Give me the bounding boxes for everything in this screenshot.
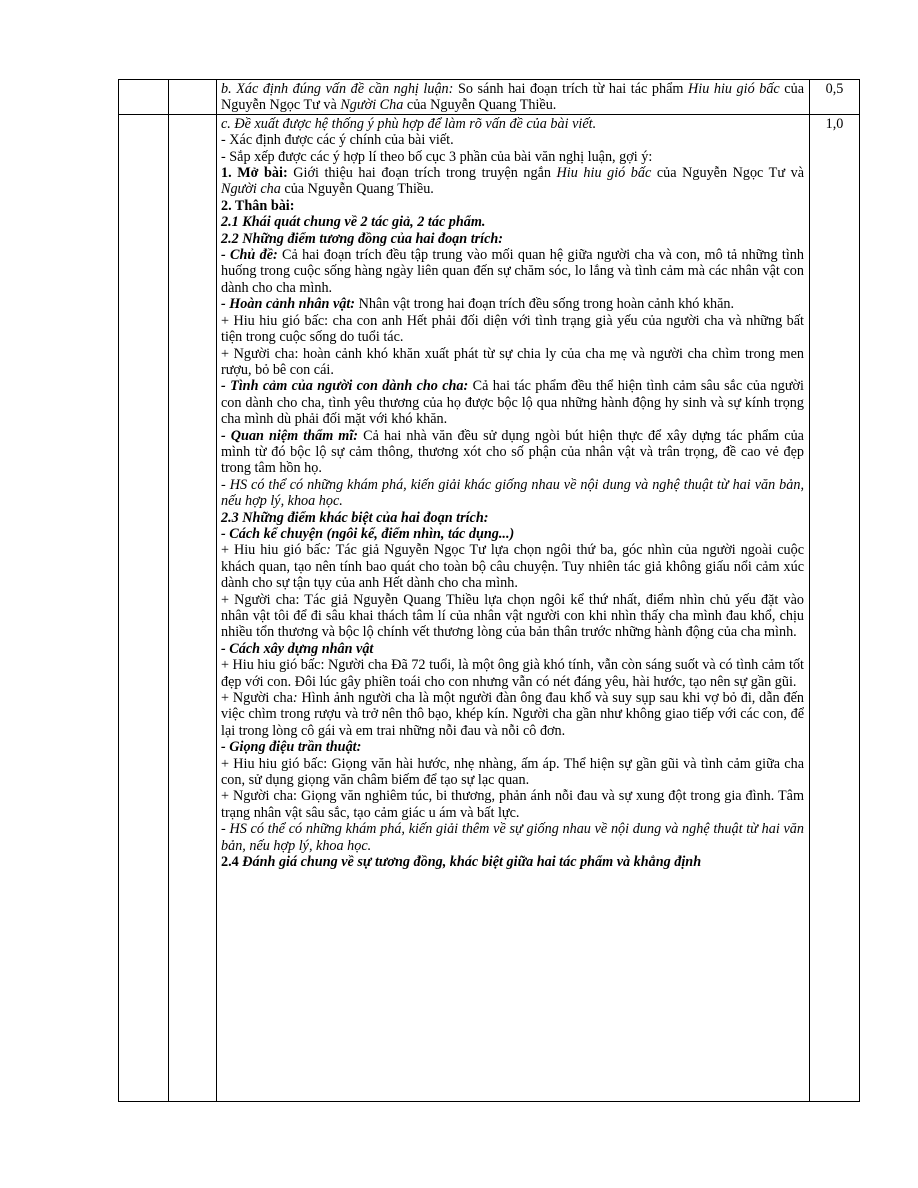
sub-point: + Người cha: Hình ảnh người cha là một người đàn ông đau khổ và suy sụp sau khi vợ bỏ đi, dẫn đến việc chìm trong rượu và trở nên thô bạo, khép kín. Người cha gần như không giao tiếp với các con, để lại trong lòng cô gái và em trai những nỗi đau và nỗi cô đơn.	[221, 690, 805, 739]
sub-point: + Hiu hiu gió bấc: Tác giả Nguyễn Ngọc Tư lựa chọn ngôi thứ ba, góc nhìn của người ngoài cuộc khách quan, tạo nên tính bao quát cho toàn bộ câu chuyện. Tuy nhiên tác giả không giấu nổi cảm xúc dành cho sự tận tụy của anh Hết dành cho cha mình.	[221, 542, 804, 592]
than-bai-heading: 2. Thân bài:	[221, 197, 295, 214]
paragraph-tinh-cam: - Tình cảm của người con dành cho cha: Cả hai tác phẩm đều thể hiện tình cảm sâu sắc của người con dành cho cha, tình yêu thương của họ được bộc lộ qua những hành động hy sinh và sự kính trọng cha mình dù phải đối mặt với khó khăn.	[221, 378, 804, 428]
section-heading-2-1: 2.1 Khái quát chung về 2 tác giả, 2 tác phẩm.	[221, 214, 486, 231]
score-cell: 1,0	[810, 114, 860, 1101]
section-heading-2-3: 2.3 Những điểm khác biệt của hai đoạn trích:	[221, 509, 489, 526]
section-cell	[119, 114, 169, 1101]
sub-heading-giong-dieu: - Giọng điệu trần thuật:	[221, 739, 362, 756]
item-cell	[169, 114, 217, 1101]
score-cell: 0,5	[810, 80, 860, 115]
hs-note: - HS có thể có những khám phá, kiến giải khác giống nhau về nội dung và nghệ thuật từ hai văn bản, nếu hợp lý, khoa học.	[221, 476, 804, 510]
section-heading-2-2: 2.2 Những điểm tương đồng của hai đoạn trích:	[221, 230, 504, 247]
criterion-b: b. Xác định đúng vấn đề cần nghị luận: So sánh hai đoạn trích từ hai tác phẩm Hiu hiu gió bấc của Nguyễn Ngọc Tư và Người Cha của Nguyễn Quang Thiều.	[221, 81, 804, 114]
item-cell	[169, 80, 217, 115]
mo-bai: 1. Mở bài: Giới thiệu hai đoạn trích trong truyện ngắn Hiu hiu gió bấc của Nguyễn Ngọc Tư và Người cha của Nguyễn Quang Thiều.	[221, 165, 804, 198]
sub-point: + Hiu hiu gió bấc: Giọng văn hài hước, nhẹ nhàng, ấm áp. Thể hiện sự gần gũi và tình cảm giữa cha con, sử dụng giọng văn châm biếm để tạo sự lạc quan.	[221, 755, 804, 789]
sub-point: + Người cha: Giọng văn nghiêm túc, bi thương, phản ánh nỗi đau và sự xung đột trong gia đình. Tâm trạng nhân vật sâu sắc, tạo cảm giác u ám và bất lực.	[221, 788, 804, 821]
sub-point: + Hiu hiu gió bấc: cha con anh Hết phải đối diện với tình trạng già yếu của người cha và những bất tiện trong cuộc sống do tuổi tác.	[221, 312, 804, 346]
sub-point: + Hiu hiu gió bấc: Người cha Đã 72 tuổi, là một ông già khó tính, vẫn còn sáng suốt và có tình cảm tốt đẹp với con. Đôi lúc gây phiền toái cho con nhưng vẫn có nét đáng yêu, hài hước, tạo nên sự gần gũi.	[221, 657, 804, 690]
hs-note: - HS có thể có những khám phá, kiến giải thêm về sự giống nhau về nội dung và nghệ thuật từ hai văn bản, nếu hợp lý, khoa học.	[221, 821, 804, 854]
bullet-item: - Xác định được các ý chính của bài viết.	[221, 132, 454, 149]
rubric-table	[118, 79, 860, 1102]
sub-point: + Người cha: Tác giả Nguyễn Quang Thiều lựa chọn ngôi kể thứ nhất, điểm nhìn chủ yếu đặt vào nhân vật tôi để đi sâu khai thách tâm lí của nhân vật người con khi nhìn thấy cha mình đau khổ, chịu nhiều tổn thương và bộc lộ chính vết thương lòng của bản thân trước những hành động của cha mình.	[221, 591, 804, 641]
criteria-cell	[217, 80, 810, 115]
paragraph-chu-de: - Chủ đề: Cả hai đoạn trích đều tập trung vào mối quan hệ giữa người cha và con, mô tả những tình huống trong cuộc sống hàng ngày liên quan đến sự chăm sóc, lo lắng và tình cảm mà các nhân vật con dành cho cha mình.	[221, 247, 804, 296]
section-cell	[119, 80, 169, 115]
table-row	[119, 80, 860, 115]
criterion-c: c. Đề xuất được hệ thống ý phù hợp để làm rõ vấn đề của bài viết.	[221, 115, 597, 132]
sub-heading-cach-ke: - Cách kể chuyện (ngôi kể, điểm nhìn, tác dụng...)	[221, 525, 515, 542]
paragraph-hoan-canh: - Hoàn cảnh nhân vật: Nhân vật trong hai đoạn trích đều sống trong hoàn cảnh khó khăn.	[221, 296, 735, 313]
bullet-item: - Sắp xếp được các ý hợp lí theo bố cục 3 phần của bài văn nghị luận, gợi ý:	[221, 148, 653, 165]
criteria-cell	[217, 114, 810, 1101]
sub-point: + Người cha: hoàn cảnh khó khăn xuất phát từ sự chia ly của cha mẹ và người cha chìm trong men rượu, bỏ bê con cái.	[221, 345, 804, 378]
section-heading-2-4: 2.4 Đánh giá chung về sự tương đồng, khác biệt giữa hai tác phẩm và khẳng định	[221, 854, 702, 871]
sub-heading-xay-dung: - Cách xây dựng nhân vật	[221, 640, 374, 657]
paragraph-quan-niem: - Quan niệm thẩm mĩ: Cả hai nhà văn đều sử dụng ngòi bút hiện thực để xây dựng tác phẩm của mình từ đó bộc lộ sự cảm thông, thương xót cho số phận của nhân vật và trân trọng, đề cao vẻ đẹp trong tâm hồn họ.	[221, 427, 804, 477]
table-row	[119, 114, 860, 1101]
